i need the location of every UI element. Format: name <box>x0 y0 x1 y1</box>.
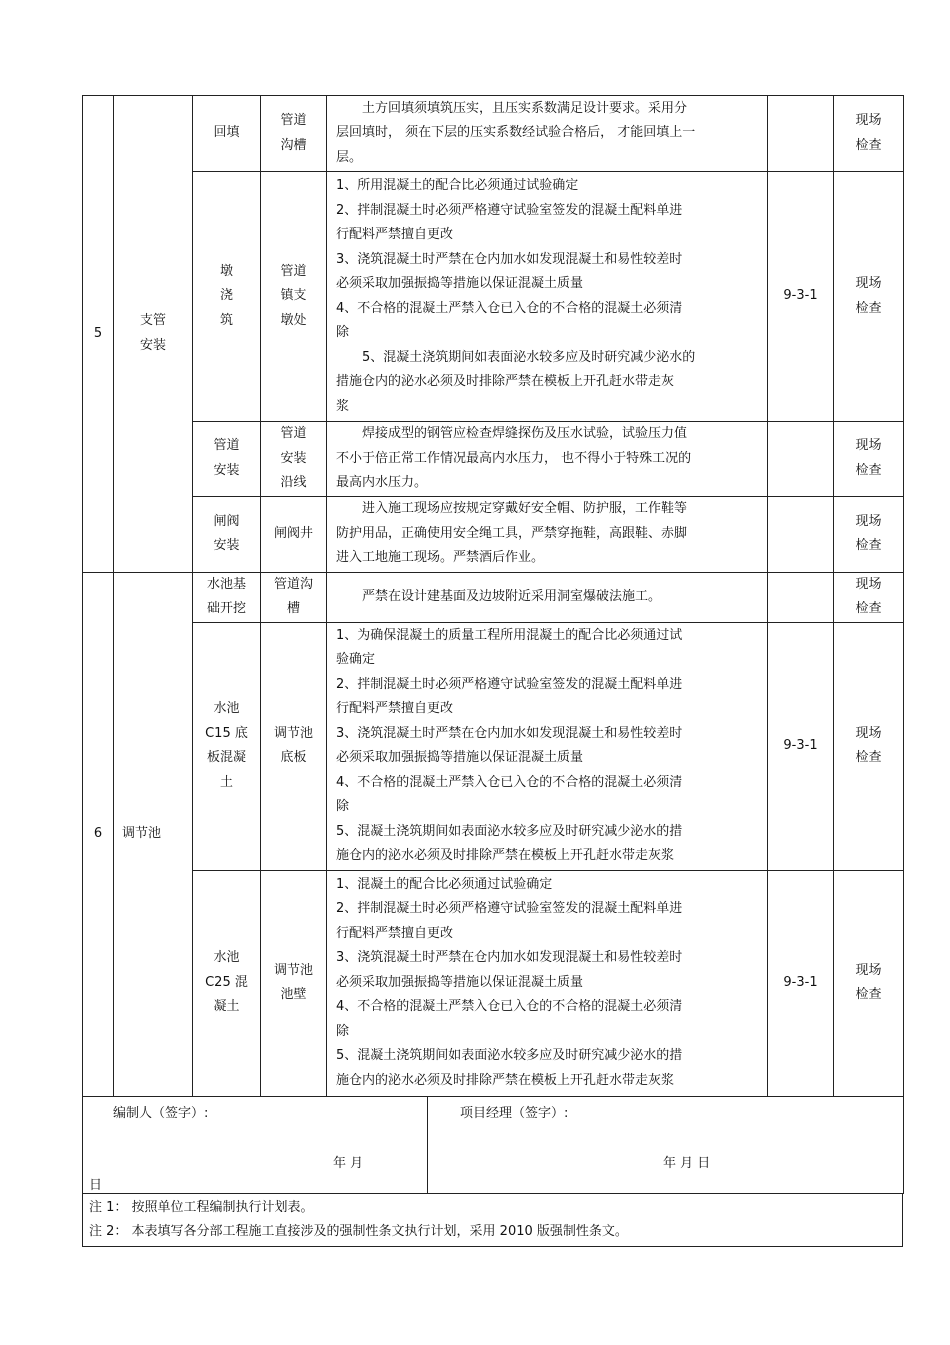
check-method-cell <box>834 422 904 497</box>
clause-content-line: 2、拌制混凝土时必须严格遵守试验室签发的混凝土配料单进 <box>336 202 683 218</box>
plan-table-body <box>83 96 904 1097</box>
row-number-cell <box>83 572 114 1096</box>
check-method-line: 检查 <box>855 300 882 316</box>
clause-content-line: 焊接成型的钢管应检查焊缝探伤及压水试验，试验压力值 <box>362 426 688 441</box>
sub-part-line: 回填 <box>213 125 240 141</box>
clause-number: 9-3-1 <box>783 737 818 753</box>
project-item-line: 调节池 <box>122 825 162 841</box>
clause-content-line: 2、拌制混凝土时必须严格遵守试验室签发的混凝土配料单进 <box>336 901 683 917</box>
row-number-cell <box>83 96 114 573</box>
sub-part-line: 水池 <box>213 950 240 966</box>
location-line: 镇支 <box>280 288 307 304</box>
clause-number-cell <box>768 496 834 572</box>
clause-content-line: 最高内水压力。 <box>336 475 428 490</box>
clause-content-line: 行配料严禁擅自更改 <box>336 227 454 242</box>
manager-signature-cell <box>428 1097 904 1194</box>
check-method-line: 检查 <box>855 601 882 616</box>
clause-content-line: 除 <box>336 799 350 814</box>
sub-part-line: 水池基 <box>206 576 246 592</box>
location-line: 调节池 <box>273 725 313 741</box>
clause-content-line: 进入工地施工现场。严禁酒后作业。 <box>336 550 545 566</box>
project-item-line: 安装 <box>139 337 166 353</box>
clause-number-cell <box>768 622 834 870</box>
clause-content-line: 层。 <box>336 149 363 165</box>
clause-number-cell <box>768 172 834 422</box>
clause-content-line: 不小于倍正常工作情况最高内水压力， 也不得小于特殊工况的 <box>336 450 692 466</box>
compiler-date-year-month: 年 月 <box>333 1155 364 1171</box>
clause-content-line: 行配料严禁擅自更改 <box>336 701 454 716</box>
compiler-date-day: 日 <box>89 1177 103 1193</box>
clause-content-cell <box>327 172 768 422</box>
sub-part-cell <box>193 870 261 1096</box>
clause-content-line: 措施仓内的泌水必须及时排除严禁在模板上开孔赶水带走灰 <box>336 374 675 389</box>
clause-content-line: 4、不合格的混凝土严禁入仓已入仓的不合格的混凝土必须清 <box>336 774 683 790</box>
manager-signature-label: 项目经理（签字）: <box>460 1105 569 1121</box>
check-method-line: 检查 <box>855 538 882 553</box>
sub-part-line: 安装 <box>213 462 240 478</box>
clause-number-cell <box>768 572 834 622</box>
table-row <box>83 96 904 172</box>
check-method-line: 检查 <box>855 462 882 478</box>
clause-content-line: 施仓内的泌水必须及时排除严禁在模板上开孔赶水带走灰浆 <box>336 848 675 863</box>
clause-content-line: 5、混凝土浇筑期间如表面泌水较多应及时研究减少泌水的措 <box>336 823 683 839</box>
check-method-cell <box>834 172 904 422</box>
location-line: 底板 <box>280 750 307 765</box>
check-method-line: 检查 <box>855 987 882 1002</box>
location-line: 沟槽 <box>280 137 307 153</box>
clause-content-line: 1、混凝土的配合比必须通过试验确定 <box>336 876 553 892</box>
location-cell <box>261 870 327 1096</box>
clause-content-line: 除 <box>336 325 350 340</box>
signature-table <box>82 1097 904 1194</box>
clause-content-line: 验确定 <box>336 652 376 667</box>
clause-content-line: 土方回填须填筑压实，且压实系数满足设计要求。采用分 <box>362 100 688 116</box>
clause-content-line: 严禁在设计建基面及边坡附近采用洞室爆破法施工。 <box>362 588 662 604</box>
sub-part-cell <box>193 172 261 422</box>
clause-content-cell <box>327 572 768 622</box>
check-method-cell <box>834 622 904 870</box>
location-cell <box>261 172 327 422</box>
check-method-cell <box>834 496 904 572</box>
sub-part-line: 水池 <box>213 701 240 716</box>
clause-content-line: 防护用品，正确使用安全绳工具，严禁穿拖鞋，高跟鞋、赤脚 <box>336 525 688 541</box>
clause-content-line: 除 <box>336 1023 350 1039</box>
check-method-line: 现场 <box>855 276 882 291</box>
clause-content-cell <box>327 96 768 172</box>
sub-part-line: 墩 <box>219 263 233 279</box>
check-method-line: 现场 <box>855 576 882 592</box>
clause-content-line: 必须采取加强振捣等措施以保证混凝土质量 <box>336 974 584 990</box>
sub-part-line: 筑 <box>219 312 233 328</box>
clause-number-cell <box>768 870 834 1096</box>
clause-content-line: 浆 <box>336 398 350 414</box>
clause-number: 9-3-1 <box>783 288 818 304</box>
sub-part-cell <box>193 572 261 622</box>
clause-number-cell <box>768 96 834 172</box>
location-cell <box>261 422 327 497</box>
table-row <box>83 496 904 572</box>
compiler-signature-cell <box>83 1097 428 1194</box>
location-line: 沿线 <box>280 475 307 490</box>
compiler-signature-label: 编制人（签字）: <box>113 1105 209 1121</box>
clause-content-line: 1、所用混凝土的配合比必须通过试验确定 <box>336 178 579 193</box>
clause-number-cell <box>768 422 834 497</box>
row-number: 5 <box>93 325 103 341</box>
check-method-line: 现场 <box>855 438 882 454</box>
table-row <box>83 172 904 422</box>
sub-part-cell <box>193 496 261 572</box>
clause-content-line: 进入施工现场应按规定穿戴好安全帽、防护服，工作鞋等 <box>362 501 688 517</box>
table-row <box>83 870 904 1096</box>
location-line: 安装 <box>280 450 307 466</box>
sub-part-line: 土 <box>219 774 233 790</box>
clause-content-line: 层回填时， 须在下层的压实系数经试验合格后， 才能回填上一 <box>336 125 696 141</box>
clause-content-line: 1、为确保混凝土的质量工程所用混凝土的配合比必须通过试 <box>336 627 683 643</box>
check-method-cell <box>834 870 904 1096</box>
sub-part-line: 管道 <box>213 438 240 454</box>
check-method-line: 现场 <box>855 962 882 978</box>
location-cell <box>261 496 327 572</box>
notes-table <box>82 1194 903 1247</box>
document-page <box>82 95 903 1247</box>
clause-content-line: 必须采取加强振捣等措施以保证混凝土质量 <box>336 750 584 765</box>
sub-part-line: 板混凝 <box>206 750 246 765</box>
check-method-line: 检查 <box>855 750 882 765</box>
sub-part-line: 础开挖 <box>206 601 246 616</box>
clause-number: 9-3-1 <box>783 974 818 990</box>
clause-content-line: 4、不合格的混凝土严禁入仓已入仓的不合格的混凝土必须清 <box>336 999 683 1015</box>
clause-content-line: 5、混凝土浇筑期间如表面泌水较多应及时研究减少泌水的 <box>362 349 696 365</box>
location-line: 池壁 <box>280 987 307 1002</box>
location-cell <box>261 572 327 622</box>
sub-part-line: 闸阀 <box>213 513 240 529</box>
table-row <box>83 572 904 622</box>
location-line: 管道 <box>280 426 307 441</box>
check-method-line: 现场 <box>855 513 882 529</box>
clause-content-cell <box>327 422 768 497</box>
plan-table <box>82 95 904 1097</box>
check-method-cell <box>834 572 904 622</box>
sub-part-line: 凝土 <box>213 999 240 1015</box>
location-line: 管道 <box>280 113 307 128</box>
row-number: 6 <box>93 825 103 841</box>
check-method-line: 现场 <box>855 725 882 741</box>
table-row <box>83 622 904 870</box>
sub-part-cell <box>193 622 261 870</box>
notes-cell <box>83 1194 903 1247</box>
clause-content-line: 施仓内的泌水必须及时排除严禁在模板上开孔赶水带走灰浆 <box>336 1072 675 1088</box>
project-item-line: 支管 <box>139 313 166 329</box>
sub-part-cell <box>193 96 261 172</box>
sub-part-line: C15 底 <box>205 725 248 741</box>
table-row <box>83 422 904 497</box>
clause-content-line: 行配料严禁擅自更改 <box>336 925 454 941</box>
sub-part-line: C25 混 <box>205 974 248 990</box>
check-method-cell <box>834 96 904 172</box>
sub-part-cell <box>193 422 261 497</box>
manager-date: 年 月 日 <box>663 1155 711 1171</box>
location-line: 闸阀井 <box>273 525 313 541</box>
project-item-cell <box>114 96 193 573</box>
clause-content-line: 3、浇筑混凝土时严禁在仓内加水如发现混凝土和易性较差时 <box>336 725 683 741</box>
note-1: 注 1： 按照单位工程编制执行计划表。 <box>89 1199 314 1215</box>
location-line: 管道沟 <box>273 576 313 592</box>
sub-part-line: 浇 <box>219 288 233 304</box>
check-method-line: 检查 <box>855 137 882 153</box>
location-line: 管道 <box>280 263 307 279</box>
sub-part-line: 安装 <box>213 538 240 553</box>
location-line: 槽 <box>286 601 300 616</box>
location-cell <box>261 96 327 172</box>
check-method-line: 现场 <box>855 113 882 128</box>
clause-content-line: 必须采取加强振捣等措施以保证混凝土质量 <box>336 276 584 291</box>
location-line: 调节池 <box>273 962 313 978</box>
project-item-cell <box>114 572 193 1096</box>
clause-content-cell <box>327 496 768 572</box>
clause-content-line: 2、拌制混凝土时必须严格遵守试验室签发的混凝土配料单进 <box>336 676 683 692</box>
clause-content-cell <box>327 622 768 870</box>
clause-content-line: 5、混凝土浇筑期间如表面泌水较多应及时研究减少泌水的措 <box>336 1048 683 1064</box>
clause-content-line: 3、浇筑混凝土时严禁在仓内加水如发现混凝土和易性较差时 <box>336 950 683 966</box>
location-line: 墩处 <box>280 312 307 328</box>
clause-content-line: 3、浇筑混凝土时严禁在仓内加水如发现混凝土和易性较差时 <box>336 251 683 267</box>
note-2: 注 2： 本表填写各分部工程施工直接涉及的强制性条文执行计划，采用 2010 版强制性条文。 <box>89 1223 628 1239</box>
clause-content-line: 4、不合格的混凝土严禁入仓已入仓的不合格的混凝土必须清 <box>336 300 683 316</box>
location-cell <box>261 622 327 870</box>
clause-content-cell <box>327 870 768 1096</box>
